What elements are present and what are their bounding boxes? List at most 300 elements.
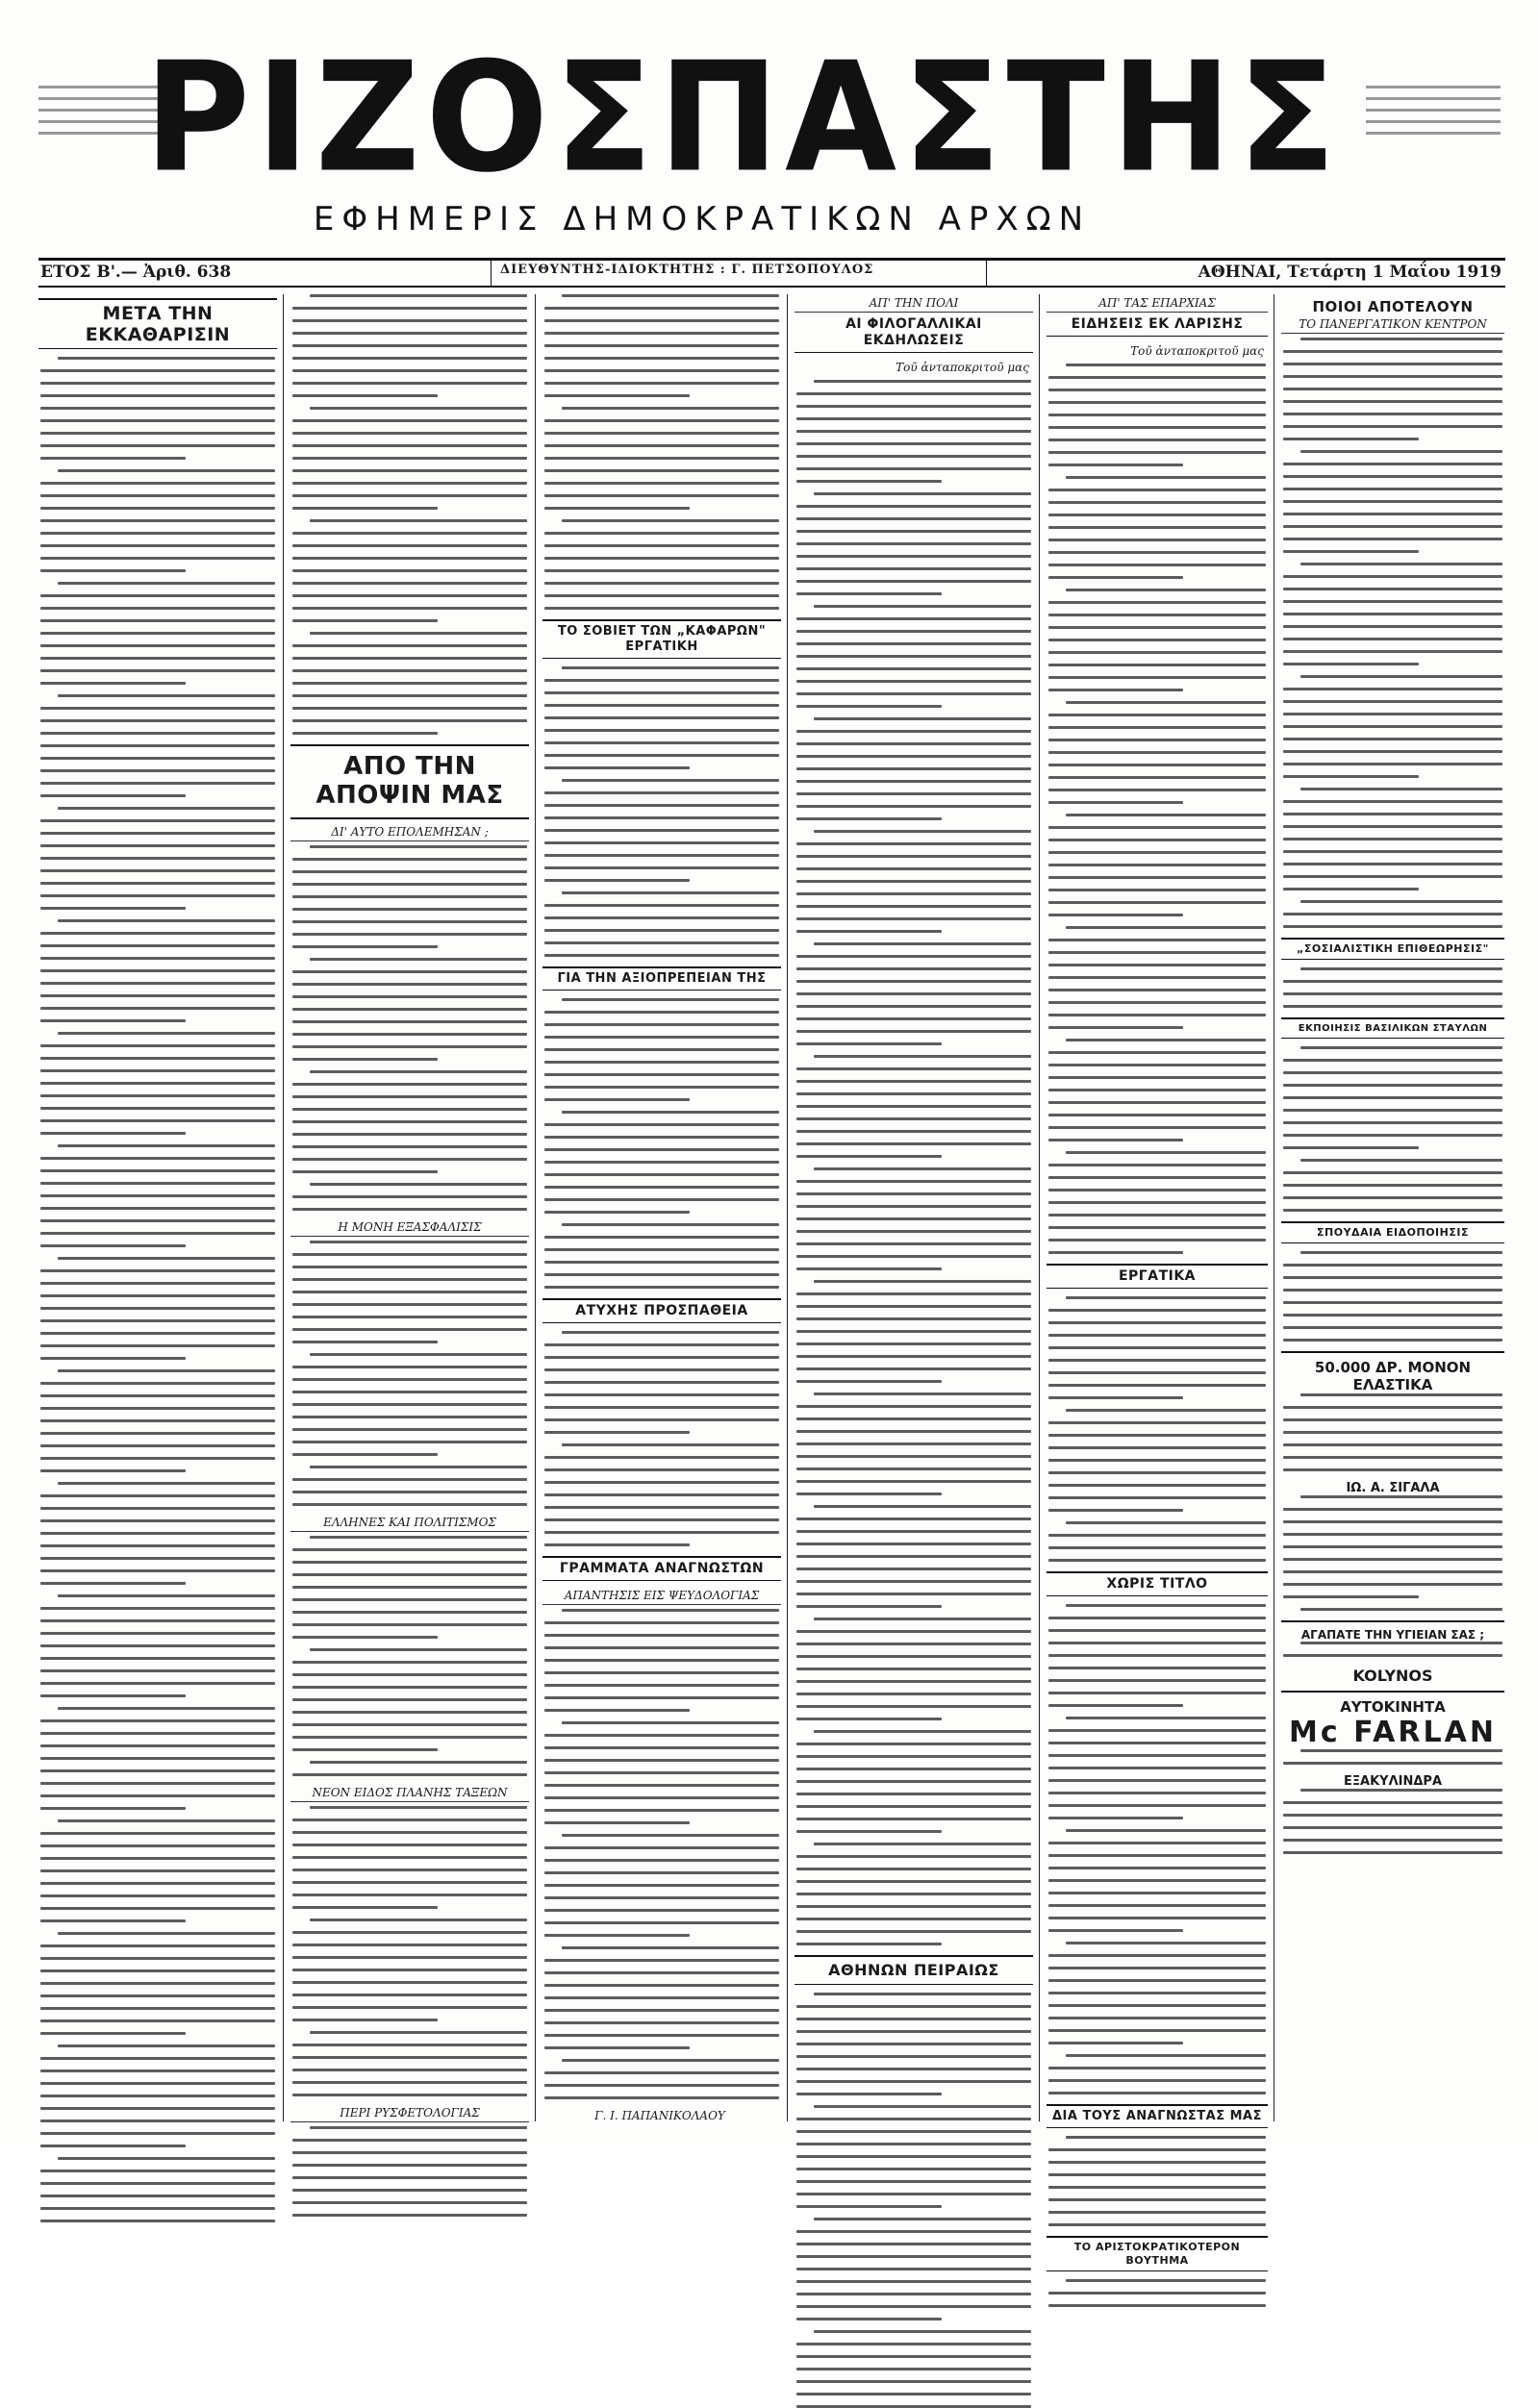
text-line bbox=[58, 1032, 275, 1035]
text-line bbox=[1048, 1654, 1266, 1657]
text-line bbox=[814, 2330, 1031, 2333]
text-line bbox=[292, 1773, 527, 1776]
text-line bbox=[40, 2220, 275, 2222]
text-line bbox=[796, 1405, 1031, 1408]
masthead-right-note bbox=[1366, 77, 1501, 192]
text-line bbox=[1048, 1559, 1266, 1562]
text-line bbox=[796, 1330, 1031, 1333]
text-line bbox=[796, 2393, 1031, 2395]
text-line bbox=[1048, 2223, 1266, 2226]
text-line bbox=[40, 1382, 275, 1385]
text-line bbox=[796, 1105, 1031, 1108]
text-line bbox=[1048, 1496, 1266, 1499]
text-line bbox=[544, 507, 690, 510]
text-line bbox=[544, 1123, 779, 1126]
text-line bbox=[796, 1442, 1031, 1445]
text-line bbox=[1048, 1729, 1266, 1732]
text-line bbox=[40, 707, 275, 710]
text-line bbox=[292, 1956, 527, 1959]
text-line bbox=[40, 832, 275, 835]
text-line bbox=[292, 908, 527, 911]
text-line bbox=[40, 1069, 275, 1072]
text-line bbox=[796, 1780, 1031, 1783]
text-line bbox=[40, 2019, 275, 2022]
text-line bbox=[40, 632, 275, 635]
text-line bbox=[40, 844, 275, 847]
text-line bbox=[292, 1158, 527, 1161]
text-line bbox=[1066, 476, 1266, 479]
col4-body-b bbox=[796, 1993, 1031, 2408]
text-line bbox=[544, 1771, 779, 1774]
text-line bbox=[1048, 1754, 1266, 1757]
text-line bbox=[796, 1880, 1031, 1883]
text-line bbox=[1048, 639, 1266, 641]
text-line bbox=[40, 957, 275, 960]
text-line bbox=[40, 369, 275, 372]
text-line bbox=[1283, 1196, 1502, 1199]
text-line bbox=[40, 969, 275, 972]
text-line bbox=[1283, 1839, 1502, 1842]
text-line bbox=[796, 905, 1031, 908]
text-line bbox=[544, 829, 779, 832]
text-line bbox=[58, 1594, 275, 1597]
text-line bbox=[292, 995, 527, 998]
text-line bbox=[1283, 650, 1502, 653]
text-line bbox=[1283, 588, 1502, 590]
text-line bbox=[292, 432, 527, 435]
text-line bbox=[292, 2201, 527, 2204]
text-line bbox=[544, 394, 690, 397]
text-line bbox=[292, 2019, 438, 2021]
text-line bbox=[562, 666, 779, 669]
text-line bbox=[796, 1818, 1031, 1820]
text-line bbox=[1048, 1421, 1266, 1424]
text-line bbox=[292, 983, 527, 986]
masthead bbox=[144, 30, 1342, 238]
text-line bbox=[292, 1341, 438, 1343]
text-line bbox=[292, 1441, 527, 1443]
column-6 bbox=[1281, 294, 1504, 2121]
text-line bbox=[292, 1095, 527, 1098]
text-line bbox=[544, 2071, 779, 2074]
text-line bbox=[58, 1369, 275, 1372]
text-line bbox=[1283, 1209, 1502, 1212]
text-line bbox=[1066, 2279, 1266, 2282]
text-line bbox=[292, 1366, 527, 1368]
text-line bbox=[544, 1909, 779, 1912]
text-line bbox=[292, 707, 527, 710]
text-line bbox=[40, 1532, 275, 1535]
text-line bbox=[40, 2032, 186, 2035]
text-line bbox=[40, 2182, 275, 2185]
text-line bbox=[1066, 701, 1266, 704]
text-line bbox=[544, 879, 690, 882]
text-line bbox=[310, 2031, 527, 2034]
text-line bbox=[544, 1073, 779, 1076]
text-line bbox=[544, 1481, 779, 1484]
text-line bbox=[544, 1934, 690, 1937]
text-line bbox=[544, 1646, 779, 1649]
text-line bbox=[796, 2205, 942, 2208]
text-line bbox=[292, 1278, 527, 1281]
text-line bbox=[1048, 1892, 1266, 1894]
text-line bbox=[796, 2343, 1031, 2345]
text-line bbox=[1048, 1346, 1266, 1349]
text-line bbox=[544, 419, 779, 422]
text-line bbox=[1283, 1508, 1502, 1511]
text-line bbox=[1066, 1829, 1266, 1832]
text-line bbox=[292, 719, 527, 722]
text-line bbox=[292, 1611, 527, 1614]
text-line bbox=[796, 442, 1031, 445]
text-line bbox=[292, 2044, 527, 2046]
text-line bbox=[796, 692, 1031, 695]
text-line bbox=[292, 1391, 527, 1393]
text-line bbox=[292, 357, 527, 360]
text-line bbox=[40, 2007, 275, 2010]
text-line bbox=[1048, 726, 1266, 729]
text-line bbox=[796, 580, 1031, 583]
text-line bbox=[292, 945, 438, 948]
text-line bbox=[814, 830, 1031, 833]
text-line bbox=[544, 716, 779, 719]
text-line bbox=[292, 1894, 527, 1896]
text-line bbox=[310, 1761, 527, 1764]
text-line bbox=[796, 2243, 1031, 2245]
text-line bbox=[1048, 1089, 1266, 1091]
col6-body-g bbox=[1283, 1642, 1502, 1657]
text-line bbox=[292, 1503, 527, 1506]
col2-body-a bbox=[292, 845, 527, 1211]
text-line bbox=[1048, 1321, 1266, 1324]
text-line bbox=[796, 2030, 1031, 2033]
text-line bbox=[1048, 601, 1266, 604]
text-line bbox=[796, 1430, 1031, 1433]
text-line bbox=[1048, 1014, 1266, 1016]
text-line bbox=[796, 1255, 1031, 1258]
col3-headline4: ΓΡΑΜΜΑΤΑ ΑΝΑΓΝΩΣΤΩΝ bbox=[542, 1556, 781, 1581]
text-line bbox=[40, 794, 186, 797]
text-line bbox=[1300, 1642, 1502, 1644]
text-line bbox=[40, 1269, 275, 1272]
text-line bbox=[1048, 1176, 1266, 1179]
text-line bbox=[1283, 638, 1502, 640]
ad-kolynos: KOLYNOS bbox=[1352, 1667, 1433, 1685]
text-line bbox=[796, 1017, 1031, 1020]
col2-sub2: ΕΛΛΗΝΕΣ ΚΑΙ ΠΟΛΙΤΙΣΜΟΣ bbox=[290, 1516, 529, 1532]
text-line bbox=[1283, 1654, 1502, 1657]
text-line bbox=[1048, 1189, 1266, 1191]
text-line bbox=[796, 1768, 1031, 1770]
text-line bbox=[796, 1342, 1031, 1345]
text-line bbox=[292, 569, 527, 572]
text-line bbox=[292, 1736, 527, 1739]
text-line bbox=[544, 1406, 779, 1409]
col5-kicker: ΑΠ' ΤΑΣ ΕΠΑΡΧΙΑΣ bbox=[1047, 296, 1268, 313]
text-line bbox=[544, 569, 779, 572]
text-line bbox=[1066, 1717, 1266, 1719]
text-line bbox=[1066, 1151, 1266, 1154]
col6-kicker: ΤΟ ΠΑΝΕΡΓΑΤΙΚΟΝ ΚΕΝΤΡΟΝ bbox=[1281, 317, 1504, 334]
text-line bbox=[292, 1195, 527, 1198]
text-line bbox=[796, 955, 1031, 958]
text-line bbox=[40, 1469, 186, 1472]
col4-headline2: ΑΘΗΝΩΝ ΠΕΙΡΑΙΩΣ bbox=[795, 1955, 1033, 1985]
text-line bbox=[1283, 438, 1419, 440]
col3-sub4: ΑΠΑΝΤΗΣΙΣ ΕΙΣ ΨΕΥΔΟΛΟΓΙΑΣ bbox=[542, 1589, 781, 1605]
text-line bbox=[40, 1444, 275, 1447]
text-line bbox=[1066, 1604, 1266, 1607]
text-line bbox=[1283, 1456, 1502, 1459]
text-line bbox=[292, 557, 527, 560]
text-line bbox=[1048, 1459, 1266, 1462]
text-line bbox=[292, 1416, 527, 1418]
text-line bbox=[544, 1036, 779, 1039]
newspaper-subtitle: ΕΦΗΜΕΡΙΣ ΔΗΜΟΚΡΑΤΙΚΩΝ ΑΡΧΩΝ bbox=[313, 200, 1092, 238]
text-line bbox=[796, 2093, 942, 2095]
text-line bbox=[796, 1918, 1031, 1920]
text-line bbox=[1283, 400, 1502, 403]
text-line bbox=[292, 1994, 527, 1996]
text-line bbox=[292, 1711, 527, 1714]
text-line bbox=[796, 1317, 1031, 1320]
text-line bbox=[544, 2021, 779, 2024]
text-line bbox=[544, 1846, 779, 1849]
text-line bbox=[796, 792, 1031, 795]
text-line bbox=[292, 1266, 527, 1268]
text-line bbox=[1283, 1339, 1502, 1342]
text-line bbox=[1048, 1842, 1266, 1844]
text-line bbox=[40, 1732, 275, 1735]
text-line bbox=[544, 1061, 779, 1064]
text-line bbox=[1048, 401, 1266, 404]
text-line bbox=[40, 1869, 275, 1872]
text-line bbox=[796, 655, 1031, 658]
text-line bbox=[292, 1686, 527, 1689]
text-line bbox=[40, 719, 275, 722]
text-line bbox=[796, 880, 1031, 883]
text-line bbox=[1283, 992, 1502, 995]
text-line bbox=[1300, 1046, 1502, 1049]
text-line bbox=[796, 1467, 1031, 1470]
text-line bbox=[796, 1492, 942, 1495]
text-line bbox=[562, 1443, 779, 1446]
text-line bbox=[40, 507, 275, 510]
text-line bbox=[1048, 2092, 1266, 2094]
text-line bbox=[40, 544, 275, 547]
text-line bbox=[796, 1005, 1031, 1008]
text-line bbox=[40, 1907, 275, 1910]
text-line bbox=[796, 2305, 1031, 2308]
text-line bbox=[796, 1155, 942, 1158]
text-line bbox=[1048, 614, 1266, 616]
text-line bbox=[796, 2368, 1031, 2370]
text-line bbox=[1048, 939, 1266, 941]
text-line bbox=[292, 1120, 527, 1123]
text-line bbox=[544, 1456, 779, 1459]
text-line bbox=[796, 1668, 1031, 1670]
text-line bbox=[292, 1453, 438, 1456]
text-line bbox=[292, 419, 527, 422]
text-line bbox=[1048, 1534, 1266, 1537]
text-line bbox=[40, 2069, 275, 2072]
col3-headline2: ΓΙΑ ΤΗΝ ΑΞΙΟΠΡΕΠΕΙΑΝ ΤΗΣ bbox=[542, 966, 781, 991]
ad-sigala: ΙΩ. Α. ΣΙΓΑΛΑ bbox=[1346, 1481, 1440, 1495]
text-line bbox=[1283, 738, 1502, 740]
text-line bbox=[814, 1618, 1031, 1620]
text-line bbox=[1048, 689, 1183, 691]
text-line bbox=[1283, 525, 1502, 528]
text-line bbox=[292, 1561, 527, 1564]
text-line bbox=[58, 1257, 275, 1260]
text-line bbox=[58, 2044, 275, 2047]
text-line bbox=[58, 582, 275, 585]
text-line bbox=[796, 1030, 1031, 1033]
text-line bbox=[796, 2068, 1031, 2070]
text-line bbox=[1048, 1076, 1266, 1079]
editor-line: ΔΙΕΥΘΥΝΤΗΣ-ΙΔΙΟΚΤΗΤΗΣ : Γ. ΠΕΤΣΟΠΟΥΛΟΣ bbox=[500, 263, 874, 277]
text-line bbox=[1283, 375, 1502, 378]
text-line bbox=[40, 1544, 275, 1547]
text-line bbox=[544, 2096, 779, 2099]
text-line bbox=[40, 482, 275, 485]
text-line bbox=[544, 607, 779, 610]
text-line bbox=[1048, 1679, 1266, 1682]
text-line bbox=[1048, 2004, 1266, 2007]
text-line bbox=[544, 532, 779, 535]
text-line bbox=[796, 1718, 942, 1720]
text-line bbox=[1283, 663, 1419, 665]
text-line bbox=[796, 1943, 942, 1945]
text-line bbox=[1283, 500, 1502, 503]
text-line bbox=[40, 1232, 275, 1235]
text-line bbox=[544, 2046, 690, 2049]
text-line bbox=[1048, 1867, 1266, 1869]
text-line bbox=[310, 1536, 527, 1539]
text-line bbox=[544, 319, 779, 322]
text-line bbox=[40, 1957, 275, 1960]
text-line bbox=[796, 1192, 1031, 1195]
text-line bbox=[40, 419, 275, 422]
text-line bbox=[544, 1493, 779, 1496]
text-line bbox=[292, 2176, 527, 2179]
text-line bbox=[544, 2009, 779, 2012]
text-line bbox=[40, 1669, 275, 1672]
text-line bbox=[1048, 1001, 1266, 1004]
text-line bbox=[1048, 1642, 1266, 1644]
text-line bbox=[796, 1042, 942, 1045]
text-line bbox=[1048, 1384, 1266, 1387]
text-line bbox=[562, 519, 779, 522]
text-line bbox=[814, 1505, 1031, 1508]
text-line bbox=[40, 1457, 275, 1460]
text-line bbox=[1283, 538, 1502, 540]
text-line bbox=[58, 2157, 275, 2160]
text-line bbox=[544, 1696, 779, 1699]
text-line bbox=[292, 1831, 527, 1834]
col3-body-b bbox=[544, 998, 779, 1289]
text-line bbox=[40, 607, 275, 610]
text-line bbox=[292, 344, 527, 347]
text-line bbox=[562, 1331, 779, 1334]
text-line bbox=[292, 1931, 527, 1934]
text-line bbox=[58, 807, 275, 810]
text-line bbox=[1283, 463, 1502, 465]
text-line bbox=[40, 857, 275, 860]
text-line bbox=[796, 1380, 942, 1383]
col2-body-d bbox=[292, 1806, 527, 2096]
text-line bbox=[1048, 1359, 1266, 1362]
text-line bbox=[544, 457, 779, 460]
text-line bbox=[40, 1557, 275, 1560]
text-line bbox=[292, 532, 527, 535]
text-line bbox=[292, 1573, 527, 1576]
text-line bbox=[544, 866, 779, 869]
text-line bbox=[40, 1207, 275, 1210]
text-line bbox=[796, 805, 1031, 808]
text-line bbox=[796, 542, 1031, 545]
col2-body-c bbox=[292, 1536, 527, 1776]
text-line bbox=[1048, 1251, 1183, 1254]
text-line bbox=[1066, 2054, 1266, 2057]
text-line bbox=[544, 1368, 779, 1371]
text-line bbox=[796, 2043, 1031, 2045]
text-line bbox=[796, 2255, 1031, 2258]
text-line bbox=[1300, 967, 1502, 970]
text-line bbox=[562, 294, 779, 297]
text-line bbox=[292, 2006, 527, 2009]
text-line bbox=[1048, 1396, 1183, 1399]
col3-body-a bbox=[544, 666, 779, 957]
text-line bbox=[796, 680, 1031, 683]
col3-headline3: ΑΤΥΧΗΣ ΠΡΟΣΠΑΘΕΙΑ bbox=[542, 1298, 781, 1323]
text-line bbox=[58, 357, 275, 360]
text-line bbox=[1048, 1967, 1266, 1969]
text-line bbox=[292, 1316, 527, 1318]
text-line bbox=[58, 919, 275, 922]
text-line bbox=[310, 519, 527, 522]
text-line bbox=[292, 920, 527, 923]
text-line bbox=[1048, 1804, 1266, 1807]
text-line bbox=[796, 1230, 1031, 1233]
text-line bbox=[1048, 1064, 1266, 1066]
text-line bbox=[1048, 451, 1266, 454]
text-line bbox=[292, 895, 527, 898]
text-line bbox=[544, 904, 779, 907]
text-line bbox=[1283, 1406, 1502, 1409]
text-line bbox=[1283, 1851, 1502, 1854]
col5-byline: Τοῦ ἀνταποκριτοῦ μας bbox=[1130, 344, 1264, 358]
text-line bbox=[292, 307, 527, 310]
text-line bbox=[40, 1694, 186, 1697]
text-line bbox=[544, 1684, 779, 1687]
text-line bbox=[796, 755, 1031, 758]
text-line bbox=[1300, 1608, 1502, 1611]
text-line bbox=[814, 717, 1031, 720]
text-line bbox=[1283, 1431, 1502, 1434]
text-line bbox=[544, 1671, 779, 1674]
text-line bbox=[1048, 439, 1266, 441]
text-line bbox=[40, 1107, 275, 1110]
text-line bbox=[310, 1183, 527, 1186]
text-line bbox=[796, 867, 1031, 870]
text-line bbox=[544, 1048, 779, 1051]
text-line bbox=[796, 742, 1031, 745]
text-line bbox=[1048, 2017, 1266, 2019]
text-line bbox=[1300, 1495, 1502, 1498]
text-line bbox=[292, 1856, 527, 1859]
text-line bbox=[796, 1267, 942, 1270]
